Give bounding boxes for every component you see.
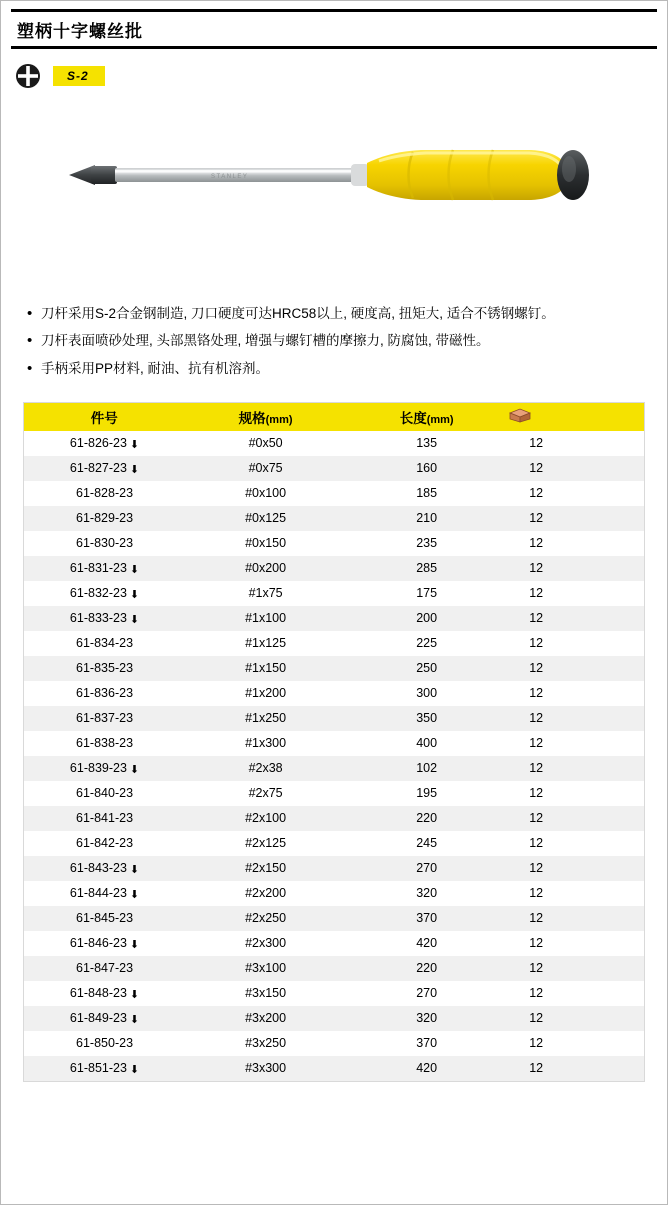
cell-packing-qty: 12 [529, 911, 544, 926]
product-table [23, 402, 645, 1082]
feature-text: 刀杆表面喷砂处理, 头部黑铬处理, 增强与螺钉槽的摩擦力, 防腐蚀, 带磁性。 [41, 333, 490, 349]
down-arrow-icon: ⬇ [129, 938, 140, 951]
cell-length: 320 [416, 886, 438, 901]
carton-box-icon [509, 408, 531, 422]
cell-part-number [24, 431, 185, 456]
cell-part-number [24, 731, 185, 756]
cell-part-number [24, 956, 185, 981]
part-number-text: 61-843-23 [69, 860, 127, 875]
cell-part-number [24, 756, 185, 781]
cell-part-number [24, 556, 185, 581]
cell-spec: #3x300 [245, 1061, 287, 1076]
cell-length: 350 [416, 711, 438, 726]
cell-part-number [24, 881, 185, 906]
cell-spec: #2x250 [245, 911, 287, 926]
cell-spec: #3x200 [245, 1011, 287, 1026]
cell-packing-qty: 12 [529, 886, 544, 901]
feature-item [27, 303, 645, 325]
cell-packing-qty: 12 [529, 836, 544, 851]
cell-part-number [24, 1006, 185, 1031]
feature-text: 手柄采用PP材料, 耐油、抗有机溶剂。 [41, 360, 270, 376]
part-number-text: 61-844-23 [69, 885, 127, 900]
feature-text: 刀杆采用S-2合金钢制造, 刀口硬度可达HRC58以上, 硬度高, 扭矩大, 适合不锈钢螺钉。 [41, 306, 555, 321]
cell-length: 250 [416, 661, 438, 676]
cell-packing-qty: 12 [529, 511, 544, 526]
cell-spec: #0x100 [245, 486, 287, 501]
down-arrow-icon: ⬇ [129, 888, 140, 901]
cell-length: 225 [416, 636, 438, 651]
cell-part-number [24, 856, 185, 881]
column-label: 规格 [238, 410, 266, 426]
cell-part-number [24, 706, 185, 731]
table-row [24, 531, 644, 556]
part-number-text: 61-830-23 [76, 536, 134, 551]
column-header-packing [507, 403, 643, 431]
bullet-icon: • [27, 359, 33, 377]
table-row [24, 556, 644, 581]
cell-packing-qty: 12 [529, 661, 544, 676]
cell-spec: #3x150 [245, 986, 287, 1001]
part-number-text: 61-833-23 [69, 610, 127, 625]
down-arrow-icon: ⬇ [129, 1063, 140, 1076]
table-body [24, 431, 644, 1081]
steel-grade-badge: S-2 [53, 66, 105, 86]
cell-length: 370 [416, 1036, 438, 1051]
cell-packing-qty: 12 [529, 686, 544, 701]
cell-packing-qty: 12 [529, 561, 544, 576]
column-header-spec [185, 403, 346, 431]
cell-spec: #1x75 [248, 586, 283, 601]
cell-packing-qty: 12 [529, 936, 544, 951]
down-arrow-icon: ⬇ [129, 463, 140, 476]
cell-spec: #2x300 [245, 936, 287, 951]
cell-spec: #1x150 [245, 661, 287, 676]
part-number-text: 61-834-23 [76, 636, 134, 651]
cell-packing-qty: 12 [529, 636, 544, 651]
cell-length: 185 [416, 486, 438, 501]
cell-packing-qty: 12 [529, 436, 544, 451]
part-number-text: 61-850-23 [76, 1036, 134, 1051]
cell-packing-qty: 12 [529, 461, 544, 476]
cell-length: 285 [416, 561, 438, 576]
cell-length: 420 [416, 1061, 438, 1076]
cell-part-number [24, 656, 185, 681]
yellow-handle-phillips-screwdriver-image [61, 135, 591, 215]
part-number-text: 61-835-23 [76, 661, 134, 676]
feature-item [27, 330, 645, 352]
cell-spec: #0x150 [245, 536, 287, 551]
part-number-text: 61-849-23 [69, 1010, 127, 1025]
cell-packing-qty: 12 [529, 1036, 544, 1051]
part-number-text: 61-827-23 [69, 460, 127, 475]
table-row [24, 1031, 644, 1056]
column-header-part-number [24, 403, 185, 431]
table-row [24, 981, 644, 1006]
cell-part-number [24, 581, 185, 606]
part-number-text: 61-847-23 [76, 961, 134, 976]
cell-part-number [24, 1031, 185, 1056]
cell-part-number [24, 531, 185, 556]
part-number-text: 61-826-23 [69, 435, 127, 450]
down-arrow-icon: ⬇ [129, 988, 140, 1001]
table-row [24, 656, 644, 681]
part-number-text: 61-848-23 [69, 985, 127, 1000]
table-row [24, 631, 644, 656]
cell-part-number [24, 681, 185, 706]
table-row [24, 706, 644, 731]
cell-spec: #2x38 [248, 761, 283, 776]
cell-part-number [24, 806, 185, 831]
product-image-area [1, 95, 667, 295]
table-row [24, 481, 644, 506]
cell-packing-qty: 12 [529, 961, 544, 976]
cell-spec: #0x50 [248, 436, 283, 451]
cell-length: 220 [416, 811, 438, 826]
column-unit: (mm) [265, 413, 293, 426]
cell-spec: #1x125 [245, 636, 287, 651]
part-number-text: 61-846-23 [69, 935, 127, 950]
down-arrow-icon: ⬇ [129, 863, 140, 876]
cell-length: 235 [416, 536, 438, 551]
table-row [24, 806, 644, 831]
table-row [24, 781, 644, 806]
cell-part-number [24, 931, 185, 956]
cell-packing-qty: 12 [529, 786, 544, 801]
part-number-text: 61-828-23 [76, 486, 134, 501]
table-row [24, 756, 644, 781]
cell-spec: #0x125 [245, 511, 287, 526]
table-row [24, 431, 644, 456]
table-row [24, 456, 644, 481]
cell-packing-qty: 12 [529, 1061, 544, 1076]
bullet-icon: • [27, 332, 33, 350]
cell-packing-qty: 12 [529, 711, 544, 726]
table-row [24, 906, 644, 931]
cell-length: 160 [416, 461, 438, 476]
part-number-text: 61-845-23 [76, 911, 134, 926]
cell-spec: #1x200 [245, 686, 287, 701]
table-row [24, 681, 644, 706]
down-arrow-icon: ⬇ [129, 763, 140, 776]
down-arrow-icon: ⬇ [129, 563, 140, 576]
table-row [24, 1056, 644, 1081]
cell-spec: #0x75 [248, 461, 283, 476]
table-row [24, 731, 644, 756]
table-row [24, 856, 644, 881]
cell-packing-qty: 12 [529, 1011, 544, 1026]
table-row [24, 1006, 644, 1031]
cell-packing-qty: 12 [529, 586, 544, 601]
column-label: 长度 [399, 410, 427, 426]
cell-length: 102 [416, 761, 438, 776]
cell-packing-qty: 12 [529, 736, 544, 751]
part-number-text: 61-836-23 [76, 686, 134, 701]
bullet-icon: • [27, 305, 33, 322]
cell-packing-qty: 12 [529, 986, 544, 1001]
down-arrow-icon: ⬇ [129, 438, 140, 451]
cell-spec: #2x200 [245, 886, 287, 901]
column-unit: (mm) [426, 413, 454, 426]
cell-part-number [24, 506, 185, 531]
cell-part-number [24, 781, 185, 806]
cell-length: 135 [416, 436, 438, 451]
table-row [24, 506, 644, 531]
cell-length: 400 [416, 736, 438, 751]
table-header-row [24, 403, 644, 431]
cell-spec: #3x250 [245, 1036, 287, 1051]
cell-part-number [24, 606, 185, 631]
cell-length: 420 [416, 936, 438, 951]
cell-part-number [24, 981, 185, 1006]
cell-part-number [24, 906, 185, 931]
down-arrow-icon: ⬇ [129, 613, 140, 626]
cell-length: 175 [416, 586, 438, 601]
part-number-text: 61-851-23 [69, 1060, 127, 1075]
cell-spec: #1x100 [245, 611, 287, 626]
cell-length: 210 [416, 511, 438, 526]
cell-spec: #0x200 [245, 561, 287, 576]
part-number-text: 61-839-23 [69, 760, 127, 775]
feature-item [27, 358, 645, 380]
column-label: 件号 [90, 410, 118, 426]
column-header-length [346, 403, 507, 431]
spec-badge-row [15, 63, 667, 89]
cell-packing-qty: 12 [529, 536, 544, 551]
cell-packing-qty: 12 [529, 761, 544, 776]
cell-length: 245 [416, 836, 438, 851]
cell-packing-qty: 12 [529, 486, 544, 501]
cell-length: 300 [416, 686, 438, 701]
cell-spec: #3x100 [245, 961, 287, 976]
page-title-bar [11, 9, 657, 49]
table-row [24, 581, 644, 606]
part-number-text: 61-841-23 [76, 811, 134, 826]
cell-spec: #1x250 [245, 711, 287, 726]
part-number-text: 61-838-23 [76, 736, 134, 751]
cell-part-number [24, 1056, 185, 1081]
cell-part-number [24, 831, 185, 856]
part-number-text: 61-840-23 [76, 786, 134, 801]
cell-spec: #2x125 [245, 836, 287, 851]
table-row [24, 881, 644, 906]
table-row [24, 931, 644, 956]
cell-length: 270 [416, 861, 438, 876]
cell-spec: #2x75 [248, 786, 283, 801]
cell-spec: #1x300 [245, 736, 287, 751]
cell-part-number [24, 631, 185, 656]
cell-packing-qty: 12 [529, 611, 544, 626]
cell-length: 220 [416, 961, 438, 976]
part-number-text: 61-831-23 [69, 560, 127, 575]
down-arrow-icon: ⬇ [129, 1013, 140, 1026]
part-number-text: 61-829-23 [76, 511, 134, 526]
table-row [24, 831, 644, 856]
page-title: 塑柄十字螺丝批 [17, 21, 143, 41]
part-number-text: 61-837-23 [76, 711, 134, 726]
cell-packing-qty: 12 [529, 861, 544, 876]
cell-packing-qty: 12 [529, 811, 544, 826]
svg-text:STANLEY: STANLEY [211, 174, 249, 180]
cell-spec: #2x150 [245, 861, 287, 876]
cell-part-number [24, 481, 185, 506]
part-number-text: 61-842-23 [76, 836, 134, 851]
cell-length: 320 [416, 1011, 438, 1026]
table-row [24, 606, 644, 631]
feature-list [27, 303, 645, 380]
phillips-head-icon [15, 63, 41, 89]
cell-length: 200 [416, 611, 438, 626]
cell-part-number [24, 456, 185, 481]
cell-length: 370 [416, 911, 438, 926]
cell-spec: #2x100 [245, 811, 287, 826]
part-number-text: 61-832-23 [69, 585, 127, 600]
down-arrow-icon: ⬇ [129, 588, 140, 601]
cell-length: 195 [416, 786, 438, 801]
cell-length: 270 [416, 986, 438, 1001]
table-row [24, 956, 644, 981]
